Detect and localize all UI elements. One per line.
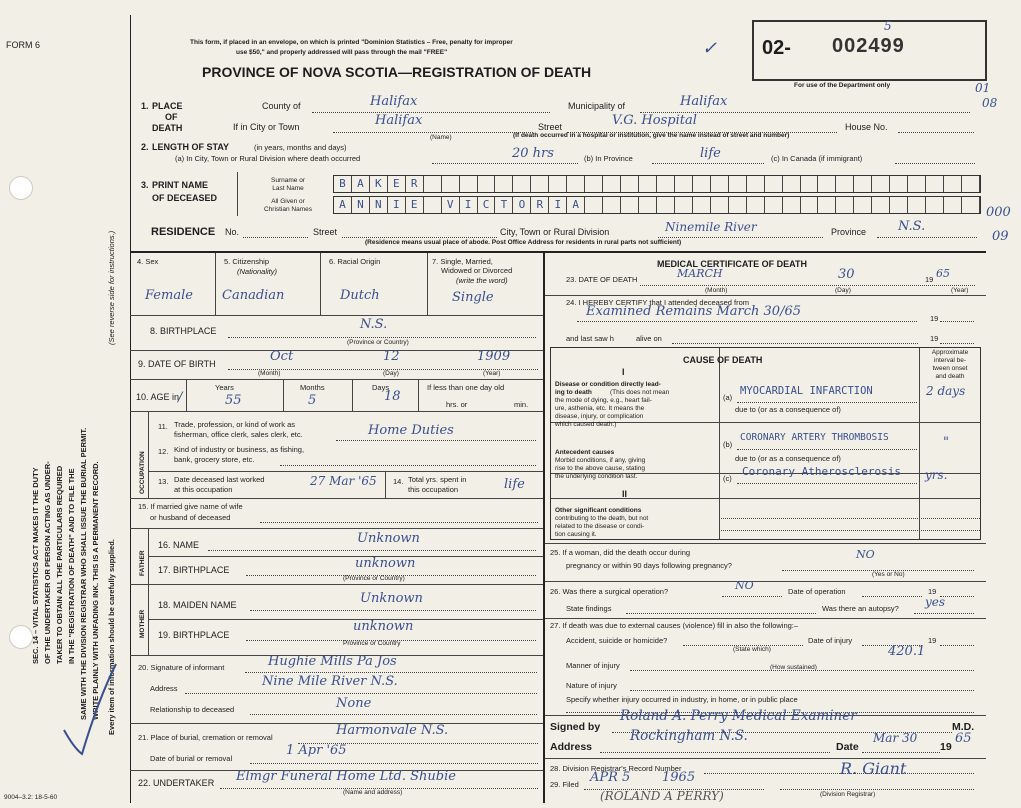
due-to-label: due to (or as a consequence of) <box>735 405 841 414</box>
name-letter-cell[interactable] <box>836 197 854 213</box>
name-letter-cell[interactable] <box>783 197 801 213</box>
street-value[interactable]: V.G. Hospital <box>612 113 697 128</box>
name-letter-cell[interactable]: B <box>334 176 352 192</box>
certify-value[interactable]: Examined Remains March 30/65 <box>586 304 801 319</box>
dod-day[interactable]: 30 <box>838 267 855 282</box>
name-letter-cell[interactable]: O <box>513 197 531 213</box>
name-letter-cell[interactable] <box>478 176 496 192</box>
name-letter-cell[interactable] <box>729 197 747 213</box>
interval-b-value[interactable]: " <box>943 435 949 450</box>
pregnancy-label: pregnancy or within 90 days following pregnancy? <box>566 561 732 570</box>
pregnancy-value[interactable]: NO <box>856 548 875 561</box>
name-letter-cell[interactable] <box>962 176 980 192</box>
nineteen-label: 19 <box>928 636 937 645</box>
name-letter-cell[interactable] <box>585 176 603 192</box>
instruction-line: Every item of information should be carefully supplied. <box>107 539 116 735</box>
other-label: related to the disease or condi- <box>555 523 645 530</box>
autopsy-label: Was there an autopsy? <box>822 604 899 613</box>
caption: (Day) <box>835 287 851 294</box>
antecedent-label: Antecedent causes <box>555 449 615 456</box>
name-letter-cell[interactable]: K <box>370 176 388 192</box>
pregnancy-label: 25. If a woman, did the death occur during <box>550 548 691 557</box>
informant-address-value[interactable]: Nine Mile River N.S. <box>262 674 398 689</box>
name-letter-cell[interactable]: A <box>334 197 352 213</box>
name-letter-cell[interactable] <box>962 197 980 213</box>
caption: (Yes or No) <box>872 571 905 578</box>
caption: (State which) <box>733 646 771 653</box>
name-label: PRINT NAME <box>152 180 208 190</box>
registrar-signature: R. Giant <box>840 759 907 778</box>
instruction-line: WRITE PLAINLY WITH UNFADING INK. THIS IS A PERMANENT RECORD. <box>91 461 100 720</box>
nineteen-label: 19 <box>930 314 939 323</box>
name-letter-cell[interactable]: I <box>460 197 478 213</box>
given-label: All Given or <box>271 198 305 205</box>
interval-label: Approximate <box>931 349 969 356</box>
footer-code: 9004–3.2: 18-5-60 <box>4 794 58 801</box>
reg-number: 002499 <box>832 35 905 57</box>
name-letter-cell[interactable] <box>819 176 837 192</box>
house-label: House No. <box>845 122 888 132</box>
q12-label: Kind of industry or business, as fishing, <box>174 445 305 454</box>
stay-label: LENGTH OF STAY <box>152 142 230 152</box>
informant-value[interactable]: Hughie Mills Pa Jos <box>268 654 397 669</box>
q13-label: Date deceased last worked <box>174 475 265 484</box>
alive-label: alive on <box>636 334 662 343</box>
county-label: County of <box>262 101 301 111</box>
filed-value[interactable]: APR 5 <box>590 770 631 785</box>
name-letter-cell[interactable] <box>765 176 783 192</box>
caption: (Name) <box>430 134 452 141</box>
disease-label: which caused death.) <box>555 421 617 428</box>
caption: (Month) <box>258 370 281 377</box>
nineteen-label: 19 <box>928 587 937 596</box>
name-letter-cell[interactable]: E <box>388 176 406 192</box>
record-label: 28. Division Registrar's Record Number <box>550 764 682 773</box>
last-saw-label: and last saw h <box>566 334 614 343</box>
part-two-label: II <box>622 489 628 499</box>
dob-year[interactable]: 1909 <box>477 349 511 364</box>
name-letter-cell[interactable] <box>603 176 621 192</box>
name-letter-cell[interactable] <box>585 197 603 213</box>
municipality-label: Municipality of <box>568 101 626 111</box>
address-label: Address <box>550 741 593 753</box>
cause-title: CAUSE OF DEATH <box>683 355 763 365</box>
nature-label: Nature of injury <box>566 681 617 690</box>
sex-value[interactable]: Female <box>145 288 193 303</box>
name-letter-cell[interactable] <box>872 197 890 213</box>
name-letter-cell[interactable] <box>711 176 729 192</box>
residence-no-label: No. <box>225 227 240 237</box>
disease-label: (This does not mean <box>610 389 670 396</box>
q12-label: bank, grocery store, etc. <box>174 455 255 464</box>
name-letter-cell[interactable] <box>836 176 854 192</box>
name-letter-cell[interactable] <box>531 176 549 192</box>
father-name-label: 16. NAME <box>158 540 200 550</box>
name-letter-cell[interactable] <box>926 176 944 192</box>
age-days[interactable]: 18 <box>384 389 401 404</box>
name-letter-cell[interactable] <box>890 197 908 213</box>
registration-number-box <box>752 20 987 81</box>
marital-label: (write the word) <box>456 276 508 285</box>
surname-label: Surname or <box>271 177 305 184</box>
name-letter-cell[interactable]: R <box>531 197 549 213</box>
name-letter-cell[interactable] <box>549 176 567 192</box>
caption: (How sustained) <box>770 664 817 671</box>
interval-label: tween onset <box>932 365 968 372</box>
undertaker-value[interactable]: Elmgr Funeral Home Ltd. Shubie <box>236 769 456 784</box>
surgery-label: 26. Was there a surgical operation? <box>550 587 669 596</box>
father-side-label: FATHER <box>139 550 146 576</box>
name-letter-cell[interactable]: N <box>370 197 388 213</box>
stay-b-value[interactable]: life <box>700 146 721 161</box>
name-letter-cell[interactable]: R <box>406 176 424 192</box>
disease-label: the mode of dying, e.g., heart fail- <box>555 397 652 404</box>
dod-year-prefix: 19 <box>925 275 934 284</box>
item-number: 3. <box>141 180 149 190</box>
nineteen-label: 19 <box>930 334 939 343</box>
cause-a-value[interactable]: MYOCARDIAL INFARCTION <box>740 385 873 397</box>
item-number: 12. <box>158 447 169 456</box>
instruction-line: (See reverse side for instructions.) <box>107 230 116 345</box>
manner-label: Manner of injury <box>566 661 620 670</box>
burial-place-value[interactable]: Harmonvale N.S. <box>336 723 449 738</box>
caption: (Month) <box>705 287 728 294</box>
name-letter-cell[interactable] <box>621 176 639 192</box>
age-days-label: Days <box>372 383 390 392</box>
burial-date-label: Date of burial or removal <box>150 754 233 763</box>
q14-value[interactable]: life <box>504 477 525 492</box>
item-number: 11. <box>158 422 168 431</box>
dod-year[interactable]: 65 <box>936 267 950 280</box>
binder-hole <box>9 625 33 649</box>
name-letter-cell[interactable] <box>424 176 442 192</box>
dob-day[interactable]: 12 <box>383 349 400 364</box>
name-letter-cell[interactable] <box>801 176 819 192</box>
instruction-line: SEC. 14 – VITAL STATISTICS ACT MAKES IT THE DUTY <box>31 467 40 664</box>
signature-year-value[interactable]: 65 <box>955 731 972 746</box>
certify-label: 24. I HEREBY CERTIFY that I attended deceased from <box>566 298 750 307</box>
check-mark-icon <box>60 660 120 760</box>
name-label: OF DECEASED <box>152 193 218 203</box>
citizenship-value[interactable]: Canadian <box>222 288 285 303</box>
signature-address-value[interactable]: Rockingham N.S. <box>630 728 748 744</box>
age-months-label: Months <box>300 383 325 392</box>
name-letter-cell[interactable] <box>496 176 514 192</box>
filed-year[interactable]: 1965 <box>662 770 696 785</box>
burial-label: 21. Place of burial, cremation or removal <box>138 733 273 742</box>
side-code: 09 <box>992 229 1009 244</box>
citizenship-sub: (Nationality) <box>237 267 278 276</box>
name-letter-cell[interactable] <box>872 176 890 192</box>
name-letter-cell[interactable] <box>603 197 621 213</box>
medical-title: MEDICAL CERTIFICATE OF DEATH <box>657 259 807 269</box>
city-label: If in City or Town <box>233 122 300 132</box>
notice-line-1: This form, if placed in an envelope, on which is printed "Dominion Statistics – Free, penalty for improper <box>190 39 513 46</box>
residence-province-label: Province <box>831 227 867 237</box>
part-one-label: I <box>622 367 625 377</box>
stay-a-label: (a) In City, Town or Rural Division where death occurred <box>175 154 361 163</box>
birthplace-label: 8. BIRTHPLACE <box>150 326 217 336</box>
left-border <box>130 15 131 803</box>
informant-relation-label: Relationship to deceased <box>150 705 235 714</box>
name-letter-cell[interactable] <box>908 176 926 192</box>
interval-label: interval be- <box>933 357 967 364</box>
name-letter-cell[interactable] <box>675 197 693 213</box>
other-label: contributing to the death, but not <box>555 515 649 522</box>
stay-note: (in years, months and days) <box>254 143 347 152</box>
county-value[interactable]: Halifax <box>370 94 418 109</box>
name-letter-cell[interactable] <box>639 176 657 192</box>
check-mark: ✓ <box>702 38 718 59</box>
disease-label: disease, injury, or complication <box>555 413 644 420</box>
date-label: Date <box>836 741 859 753</box>
name-letter-cell[interactable]: N <box>352 197 370 213</box>
injury-code: 420.1 <box>888 644 926 659</box>
interval-label: and death <box>935 373 965 380</box>
hrs-label: hrs. or <box>446 400 468 409</box>
name-letter-cell[interactable]: I <box>549 197 567 213</box>
name-letter-cell[interactable] <box>693 197 711 213</box>
caption: (Year) <box>483 370 501 377</box>
item-number: 2. <box>141 142 149 152</box>
stay-b-label: (b) In Province <box>584 154 633 163</box>
name-letter-cell[interactable] <box>944 197 962 213</box>
name-letter-cell[interactable]: E <box>406 197 424 213</box>
father-bp-value[interactable]: unknown <box>355 556 416 571</box>
name-letter-cell[interactable] <box>693 176 711 192</box>
city-value[interactable]: Halifax <box>375 113 423 128</box>
age-years[interactable]: 55 <box>225 393 242 408</box>
caption: (Province or Country) <box>343 575 405 582</box>
name-letter-cell[interactable] <box>711 197 729 213</box>
birthplace-value[interactable]: N.S. <box>360 317 388 332</box>
item-number: 1. <box>141 101 149 111</box>
dod-label: 23. DATE OF DEATH <box>566 275 638 284</box>
residence-province-value[interactable]: N.S. <box>898 219 926 234</box>
stay-a-value[interactable]: 20 hrs <box>512 146 554 161</box>
binder-hole <box>9 176 33 200</box>
surname-label: Last Name <box>272 185 304 192</box>
department-note: For use of the Department only <box>794 82 891 89</box>
residence-note: (Residence means usual place of abode. Post Office Address for residents in rural parts not sufficient) <box>365 239 682 246</box>
marital-label: 7. Single, Married, <box>432 257 493 266</box>
place-label: DEATH <box>152 123 183 133</box>
caption: (Division Registrar) <box>820 791 876 798</box>
citizenship-label: 5. Citizenship <box>224 257 270 266</box>
min-label: min. <box>514 400 529 409</box>
street-label: Street <box>538 122 563 132</box>
item-number: 13. <box>158 477 169 486</box>
occupation-side-label: OCCUPATION <box>139 451 146 494</box>
name-letter-cell[interactable] <box>854 197 872 213</box>
name-letter-cell[interactable] <box>765 197 783 213</box>
undertaker-label: 22. UNDERTAKER <box>138 778 215 788</box>
form-title: PROVINCE OF NOVA SCOTIA—REGISTRATION OF DEATH <box>202 64 592 80</box>
surname-box[interactable] <box>333 175 981 193</box>
mother-maiden-value[interactable]: Unknown <box>360 591 423 606</box>
place-label: OF <box>165 112 178 122</box>
antecedent-label: rise to the above cause, stating <box>555 465 645 472</box>
residence-street-label: Street <box>313 227 338 237</box>
name-letter-cell[interactable]: A <box>352 176 370 192</box>
mother-side-label: MOTHER <box>139 609 146 638</box>
surgery-date-label: Date of operation <box>788 587 846 596</box>
given-label: Christian Names <box>263 206 313 213</box>
residence-division-value[interactable]: Ninemile River <box>665 220 757 234</box>
signature-date-value[interactable]: Mar 30 <box>873 731 918 745</box>
dod-month[interactable]: MARCH <box>677 267 723 280</box>
external-label: 27. If death was due to external causes (violence) fill in also the following:– <box>550 621 799 630</box>
name-letter-cell[interactable] <box>854 176 872 192</box>
side-code: 01 <box>975 81 991 95</box>
name-letter-cell[interactable] <box>908 197 926 213</box>
hospital-note: (If death occurred in a hospital or institution, give the name instead of street and number) <box>513 132 790 139</box>
q14-label: Total yrs. spent in <box>408 475 467 484</box>
mother-maiden-label: 18. MAIDEN NAME <box>158 600 237 610</box>
name-letter-cell[interactable] <box>675 176 693 192</box>
injury-date-label: Date of injury <box>808 636 853 645</box>
caption: Province or Country <box>343 640 401 647</box>
filed-label: 29. Filed <box>550 780 579 789</box>
autopsy-value[interactable]: yes <box>925 595 946 609</box>
item-number: 14. <box>393 477 404 486</box>
q11-value[interactable]: Home Duties <box>368 423 454 438</box>
cause-c-value[interactable]: Coronary Atherosclerosis <box>742 465 901 478</box>
q13-value[interactable]: 27 Mar '65 <box>310 474 377 488</box>
instruction-line: IN THE "REGISTRATION OF DEATH" AND TO FILE THE <box>67 468 76 664</box>
cause-b-value[interactable]: CORONARY ARTERY THROMBOSIS <box>740 432 889 443</box>
dob-label: 9. DATE OF BIRTH <box>138 359 216 369</box>
antecedent-label: the underlying condition last. <box>555 473 638 480</box>
q14-label: this occupation <box>408 485 459 494</box>
md-label: M.D. <box>952 721 975 733</box>
municipality-value[interactable]: Halifax <box>680 94 728 109</box>
name-letter-cell[interactable] <box>801 197 819 213</box>
place-label: PLACE <box>152 101 183 111</box>
name-letter-cell[interactable] <box>819 197 837 213</box>
age-mark: / <box>178 390 183 405</box>
signed-value[interactable]: Roland A. Perry Medical Examiner <box>620 708 857 724</box>
side-code: 08 <box>982 96 998 110</box>
q11-label: fisherman, office clerk, sales clerk, etc. <box>174 430 303 439</box>
marital-value[interactable]: Single <box>452 290 494 305</box>
stay-c-label: (c) In Canada (if immigrant) <box>771 154 863 163</box>
caption: (Day) <box>383 370 399 377</box>
name-letter-cell[interactable]: V <box>442 197 460 213</box>
disease-label: Disease or condition directly lead- <box>555 381 661 388</box>
name-letter-cell[interactable] <box>442 176 460 192</box>
q13-label: at this occupation <box>174 485 233 494</box>
father-bp-label: 17. BIRTHPLACE <box>158 565 230 575</box>
name-letter-cell[interactable] <box>890 176 908 192</box>
mother-bp-label: 19. BIRTHPLACE <box>158 630 230 640</box>
age-label: 10. AGE in <box>136 392 180 402</box>
spouse-label: 15. If married give name of wife <box>138 502 243 511</box>
caption: (Name and address) <box>343 789 403 796</box>
informant-relation-value[interactable]: None <box>336 696 372 711</box>
name-letter-cell[interactable]: I <box>388 197 406 213</box>
antecedent-label: Morbid conditions, if any, giving <box>555 457 646 464</box>
name-letter-cell[interactable] <box>639 197 657 213</box>
notice-line-2: use $50," and properly addressed will pass through the mail "FREE" <box>236 49 448 56</box>
interval-c-value[interactable]: yrs. <box>925 468 948 482</box>
name-letter-cell[interactable] <box>657 176 675 192</box>
surgery-value[interactable]: NO <box>735 579 754 592</box>
name-letter-cell[interactable] <box>747 176 765 192</box>
name-letter-cell[interactable] <box>567 176 585 192</box>
cause-b-prefix: (b) <box>723 440 733 449</box>
findings-label: State findings <box>566 604 612 613</box>
signed-label: Signed by <box>550 721 601 733</box>
dob-month[interactable]: Oct <box>270 349 294 364</box>
registrar-stamp: (ROLAND A PERRY) <box>600 789 724 803</box>
disease-label: ing to death <box>555 389 592 396</box>
name-letter-cell[interactable] <box>460 176 478 192</box>
name-letter-cell[interactable]: A <box>567 197 585 213</box>
origin-value[interactable]: Dutch <box>340 288 380 303</box>
age-less-label: If less than one day old <box>427 383 505 392</box>
name-letter-cell[interactable]: C <box>478 197 496 213</box>
spouse-label: or husband of deceased <box>150 513 231 522</box>
name-letter-cell[interactable] <box>783 176 801 192</box>
name-letter-cell[interactable] <box>621 197 639 213</box>
other-label: tion causing it. <box>555 531 597 538</box>
name-letter-cell[interactable] <box>513 176 531 192</box>
origin-label: 6. Racial Origin <box>329 257 381 266</box>
year-prefix: 19 <box>940 741 952 753</box>
name-letter-cell[interactable]: T <box>496 197 514 213</box>
given-name-box[interactable] <box>333 196 981 214</box>
cause-c-prefix: (c) <box>723 474 732 483</box>
residence-label: RESIDENCE <box>151 226 216 238</box>
age-months[interactable]: 5 <box>308 393 317 408</box>
name-letter-cell[interactable] <box>944 176 962 192</box>
marital-label: Widowed or Divorced <box>441 266 513 275</box>
caption: (Year) <box>951 287 969 294</box>
sex-label: 4. Sex <box>137 257 159 266</box>
name-letter-cell[interactable] <box>747 197 765 213</box>
burial-date-value[interactable]: 1 Apr '65 <box>286 743 347 758</box>
caption: (Province or Country) <box>347 339 409 346</box>
reg-prefix: 02- <box>762 37 791 59</box>
specify-label: Specify whether injury occurred in industry, in home, or in public place <box>566 695 798 704</box>
accident-label: Accident, suicide or homicide? <box>566 636 668 645</box>
reg-overwrite: 5 <box>884 19 892 33</box>
form-label: FORM 6 <box>6 40 41 50</box>
mother-bp-value[interactable]: unknown <box>353 619 414 634</box>
interval-a-value[interactable]: 2 days <box>926 384 966 398</box>
age-years-label: Years <box>215 383 234 392</box>
due-to-label: due to (or as a consequence of) <box>735 454 841 463</box>
name-letter-cell[interactable] <box>657 197 675 213</box>
q11-label: Trade, profession, or kind of work as <box>174 420 296 429</box>
name-letter-cell[interactable] <box>729 176 747 192</box>
instruction-line: OF THE UNDERTAKER OR PERSON ACTING AS UNDER- <box>43 461 52 664</box>
father-name-value[interactable]: Unknown <box>357 531 420 546</box>
instruction-line: SAME WITH THE DIVISION REGISTRAR WHO SHALL ISSUE THE BURIAL PERMIT. <box>79 427 88 720</box>
other-label: Other significant conditions <box>555 507 642 514</box>
name-letter-cell[interactable] <box>424 197 442 213</box>
side-code: 000 <box>986 205 1011 220</box>
instruction-line: TAKER TO OBTAIN ALL THE PARTICULARS REQUIRED <box>55 465 64 664</box>
informant-label: 20. Signature of informant <box>138 663 225 672</box>
disease-label: ure, asthenia, etc. It means the <box>555 405 645 412</box>
residence-division-label: City, Town or Rural Division <box>500 227 610 237</box>
name-letter-cell[interactable] <box>926 197 944 213</box>
informant-address-label: Address <box>150 684 178 693</box>
cause-a-prefix: (a) <box>723 393 733 402</box>
